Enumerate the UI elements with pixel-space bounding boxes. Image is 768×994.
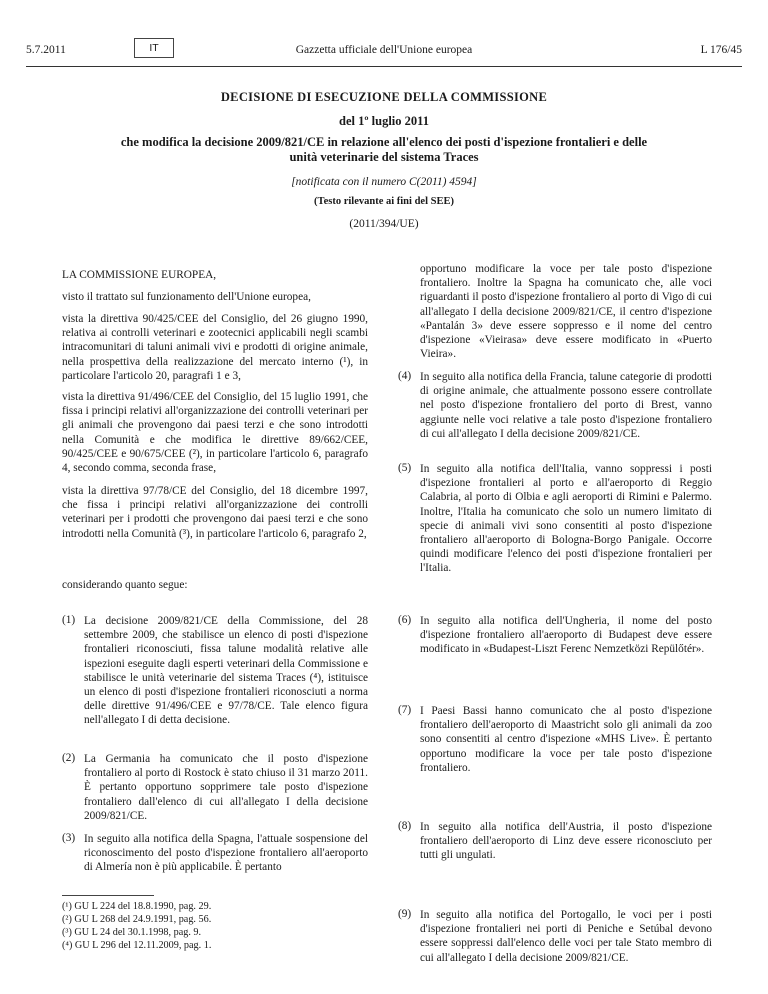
footnote: (¹) GU L 224 del 18.8.1990, pag. 29.	[62, 901, 212, 912]
recital-text: In seguito alla notifica dell'Italia, vanno soppressi i posti d'ispezione frontalieri al porto e all'aeroporto di Reggio Calabria, al porto di Olbia e agli aeroporti di Rimini e Palermo. Inoltre, l'Italia ha comunicato che solo un numero limitato di specie di animali vivi sono consentiti al posto d'ispezione frontaliero all'aeroporto di Bologna-Borgo Panigale. Occorre quindi modificare l'elenco dei posti d'ispezione frontalieri per l'Italia.	[420, 463, 712, 575]
citation-treaty: visto il trattato sul funzionamento dell'Unione europea,	[62, 291, 311, 303]
document-reference: (2011/394/UE)	[349, 218, 419, 230]
citation-directive-91-496: vista la direttiva 91/496/CEE del Consiglio, del 15 luglio 1991, che fissa i principi relativi all'organizzazione dei controlli veterinari per gli animali che provengono dai paesi terzi e che sono introdotti nella Comunità e che modifica le direttive 89/662/CEE, 90/425/CEE e 90/675/CEE (²), in particolare l'articolo 6, paragrafo 4, secondo comma, seconda frase,	[62, 391, 368, 475]
recital-number: (8)	[398, 820, 412, 832]
document-subject: che modifica la decisione 2009/821/CE in relazione all'elenco dei posti d'ispezione frontalieri e delle unità veterinarie del sistema Traces	[120, 135, 648, 164]
document-title: DECISIONE DI ESECUZIONE DELLA COMMISSIONE	[220, 90, 548, 104]
footnote: (⁴) GU L 296 del 12.11.2009, pag. 1.	[62, 940, 212, 951]
footnote: (³) GU L 24 del 30.1.1998, pag. 9.	[62, 927, 202, 938]
recital-text: In seguito alla notifica della Francia, talune categorie di prodotti di origine animale, che attualmente possono essere controllate nel posto d'ispezione frontaliero del porto di Brest, vanno aggiunte nelle voci relative a tale posto d'ispezione frontaliero di cui all'allegato I della decisione 2009/821/CE.	[420, 371, 712, 440]
recital-text: In seguito alla notifica del Portogallo, le voci per i posti d'ispezione frontalieri nei porti di Peniche e Setúbal devono essere soppressi dall'elenco delle voci per tale Stato membro di cui all'allegato I della decisione 2009/821/CE.	[420, 909, 712, 964]
recital-number: (9)	[398, 908, 412, 920]
recital-number: (4)	[398, 370, 412, 382]
recitals-intro: considerando quanto segue:	[62, 579, 188, 591]
recital-number: (6)	[398, 614, 412, 626]
document-date: del 1º luglio 2011	[339, 114, 429, 128]
recital-text: In seguito alla notifica dell'Austria, il posto d'ispezione frontaliero dell'aeroporto di Linz deve essere riconosciuto per tutti gli ungulati.	[420, 821, 712, 862]
page-number: L 176/45	[700, 44, 742, 56]
recital-number: (2)	[62, 752, 76, 764]
citation-directive-97-78: vista la direttiva 97/78/CE del Consiglio, del 18 dicembre 1997, che fissa i principi relativi all'organizzazione dei controlli veterinari per i prodotti che provengono dai paesi terzi e che sono introdotti nella Comunità (³), in particolare l'articolo 6, paragrafo 2,	[62, 485, 368, 540]
recital-number: (7)	[398, 704, 412, 716]
language-badge: IT	[134, 38, 174, 58]
citation-directive-90-425: vista la direttiva 90/425/CEE del Consiglio, del 26 giugno 1990, relativa ai controlli veterinari e zootecnici applicabili negli scambi intracomunitari di taluni animali vivi e prodotti di origine animale, nella prospettiva della realizzazione del mercato interno (¹), in particolare l'articolo 20, paragrafi 1 e 3,	[62, 313, 368, 382]
recital-text: opportuno modificare la voce per tale posto d'ispezione frontaliero. Inoltre la Spagna ha comunicato che, alle voci riguardanti il posto d'ispezione frontaliero al porto di Vigo di cui all'allegato I della decisione 2009/821/CE, il centro d'ispezione «Pantalán 3» deve essere soppresso e il nome del centro d'ispezione «Vieirasa» deve essere modificato in «Puerto Vieira».	[420, 263, 712, 361]
notification-note: [notificata con il numero C(2011) 4594]	[291, 176, 477, 188]
institution-intro: LA COMMISSIONE EUROPEA,	[62, 269, 217, 281]
recital-text: In seguito alla notifica dell'Ungheria, il nome del posto d'ispezione frontaliero all'aeroporto di Budapest deve essere modificato in «Budapest-Liszt Ferenc Nemzetközi Repülőtér».	[420, 615, 712, 656]
recital-text: I Paesi Bassi hanno comunicato che al posto d'ispezione frontaliero dell'aeroporto di Maastricht solo gli animali da zoo sono consentiti al centro d'ispezione «MHS Live». È pertanto opportuno modificare la voce per tale posto d'ispezione frontaliero.	[420, 705, 712, 774]
footnote-rule	[62, 895, 154, 896]
recital-text: La decisione 2009/821/CE della Commissione, del 28 settembre 2009, che stabilisce un elenco di posti d'ispezione frontalieri riconosciuti, fissa talune modalità relative alle ispezioni eseguite dagli esperti veterinari della Commissione e stabilisce le unità veterinarie del sistema Traces (⁴), istituisce un elenco di posti d'ispezione frontalieri riconosciuti a norma delle direttive 91/496/CEE e 97/78/CE. Tale elenco figura nell'allegato I di detta decisione.	[84, 615, 368, 727]
recital-text: In seguito alla notifica della Spagna, l'attuale sospensione del riconoscimento del posto d'ispezione frontaliero all'aeroporto di Almería non è più applicabile. È pertanto	[84, 833, 368, 874]
recital-number: (1)	[62, 614, 76, 626]
publication-date: 5.7.2011	[26, 44, 66, 56]
journal-title: Gazzetta ufficiale dell'Unione europea	[295, 44, 473, 56]
eea-relevance: (Testo rilevante ai fini del SEE)	[314, 196, 454, 207]
footnote: (²) GU L 268 del 24.9.1991, pag. 56.	[62, 914, 212, 925]
recital-text: La Germania ha comunicato che il posto d'ispezione frontaliero al porto di Rostock è stato chiuso il 31 marzo 2011. È pertanto opportuno sopprimere tale posto d'ispezione frontaliero dall'elenco di cui all'allegato I della decisione 2009/821/CE.	[84, 753, 368, 822]
header-rule	[26, 66, 742, 67]
recital-number: (5)	[398, 462, 412, 474]
recital-number: (3)	[62, 832, 76, 844]
